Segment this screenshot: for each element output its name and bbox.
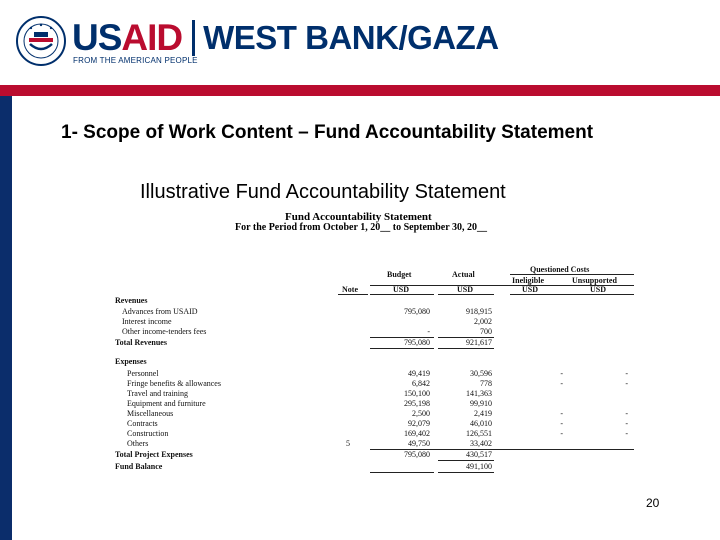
questioned-rule [510,274,634,275]
fund-balance-actual: 491,100 [466,462,492,471]
expense-budget: 6,842 [412,379,430,388]
expense-budget: 92,079 [408,419,430,428]
expense-actual: 99,910 [470,399,492,408]
total-revenues-label: Total Revenues [115,338,167,347]
total-revenues-actual: 921,617 [466,338,492,347]
expense-ineligible: - [560,429,563,438]
statement-heading: Fund Accountability Statement [285,211,432,223]
usaid-seal-logo [16,16,66,66]
revenue-actual: 2,002 [474,317,492,326]
expense-actual: 33,402 [470,439,492,448]
revenue-label: Other income-tenders fees [122,327,207,336]
expense-unsupported: - [625,419,628,428]
col-questioned: Questioned Costs [530,265,590,274]
expense-actual: 126,551 [466,429,492,438]
budget-header-rule [370,294,434,295]
revenue-label: Interest income [122,317,172,326]
expense-ineligible: - [560,369,563,378]
revenue-budget: - [427,327,430,336]
total-expenses-label: Total Project Expenses [115,450,193,459]
expense-note: 5 [346,439,350,448]
expense-unsupported: - [625,369,628,378]
revenue-actual: 700 [480,327,492,336]
expense-label: Others [127,439,149,448]
total-expenses-budget: 795,080 [404,450,430,459]
expense-actual: 30,596 [470,369,492,378]
left-blue-bar [0,96,12,540]
expense-unsupported: - [625,429,628,438]
usaid-header [0,0,720,84]
expense-unsupported: - [625,409,628,418]
col-ineligible: Ineligible [512,276,545,285]
actual-header-rule [438,294,494,295]
usaid-wordmark [72,18,499,58]
page-number: 20 [646,496,660,510]
tagline: FROM THE AMERICAN PEOPLE [73,56,198,65]
revenue-total-underline-actual [438,348,494,349]
expense-ineligible: - [560,409,563,418]
statement-period: For the Period from October 1, 20__ to September 30, 20__ [235,222,487,233]
expense-unsupported: - [625,379,628,388]
expense-budget: 169,402 [404,429,430,438]
slide-subtitle: Illustrative Fund Accountability Statement [140,181,506,203]
expense-actual: 46,010 [470,419,492,428]
fund-balance-label: Fund Balance [115,462,163,471]
expense-ineligible: - [560,419,563,428]
total-expenses-actual: 430,517 [466,450,492,459]
total-revenues-budget: 795,080 [404,338,430,347]
revenue-actual: 918,915 [466,307,492,316]
col-actual: Actual [452,270,475,279]
note-rule [338,294,368,295]
col-usd-budget: USD [393,285,410,294]
expense-label: Contracts [127,419,158,428]
expense-label: Personnel [127,369,159,378]
fund-balance-underline-actual [438,472,494,473]
revenues-heading: Revenues [115,296,148,305]
fund-balance-underline-budget [370,472,434,473]
slide-title: 1- Scope of Work Content – Fund Accountability Statement [61,122,594,143]
revenue-budget: 795,080 [404,307,430,316]
expense-label: Construction [127,429,169,438]
expense-budget: 150,100 [404,389,430,398]
region-text: WEST BANK/GAZA [203,19,499,56]
col-unsupported: Unsupported [572,276,617,285]
expense-budget: 2,500 [412,409,430,418]
revenue-total-underline-budget [370,348,434,349]
expense-actual: 141,363 [466,389,492,398]
col-budget: Budget [387,270,412,279]
col-usd-unsupported: USD [590,285,607,294]
expense-budget: 49,419 [408,369,430,378]
expense-budget: 49,750 [408,439,430,448]
expense-label: Equipment and furniture [127,399,206,408]
expense-budget: 295,198 [404,399,430,408]
brand-divider [192,20,195,56]
fund-balance-rule [438,460,494,461]
header-red-bar [0,85,720,96]
col-note: Note [342,285,358,294]
expense-ineligible: - [560,379,563,388]
revenue-label: Advances from USAID [122,307,198,316]
expenses-heading: Expenses [115,357,147,366]
col-usd-actual: USD [457,285,474,294]
expense-label: Miscellaneous [127,409,174,418]
expense-actual: 2,419 [474,409,492,418]
usaid-text: USAID [72,17,183,58]
expense-label: Fringe benefits & allowances [127,379,221,388]
expense-label: Travel and training [127,389,189,398]
col-usd-ineligible: USD [522,285,539,294]
expense-actual: 778 [480,379,492,388]
questioned-header-rule [510,294,634,295]
